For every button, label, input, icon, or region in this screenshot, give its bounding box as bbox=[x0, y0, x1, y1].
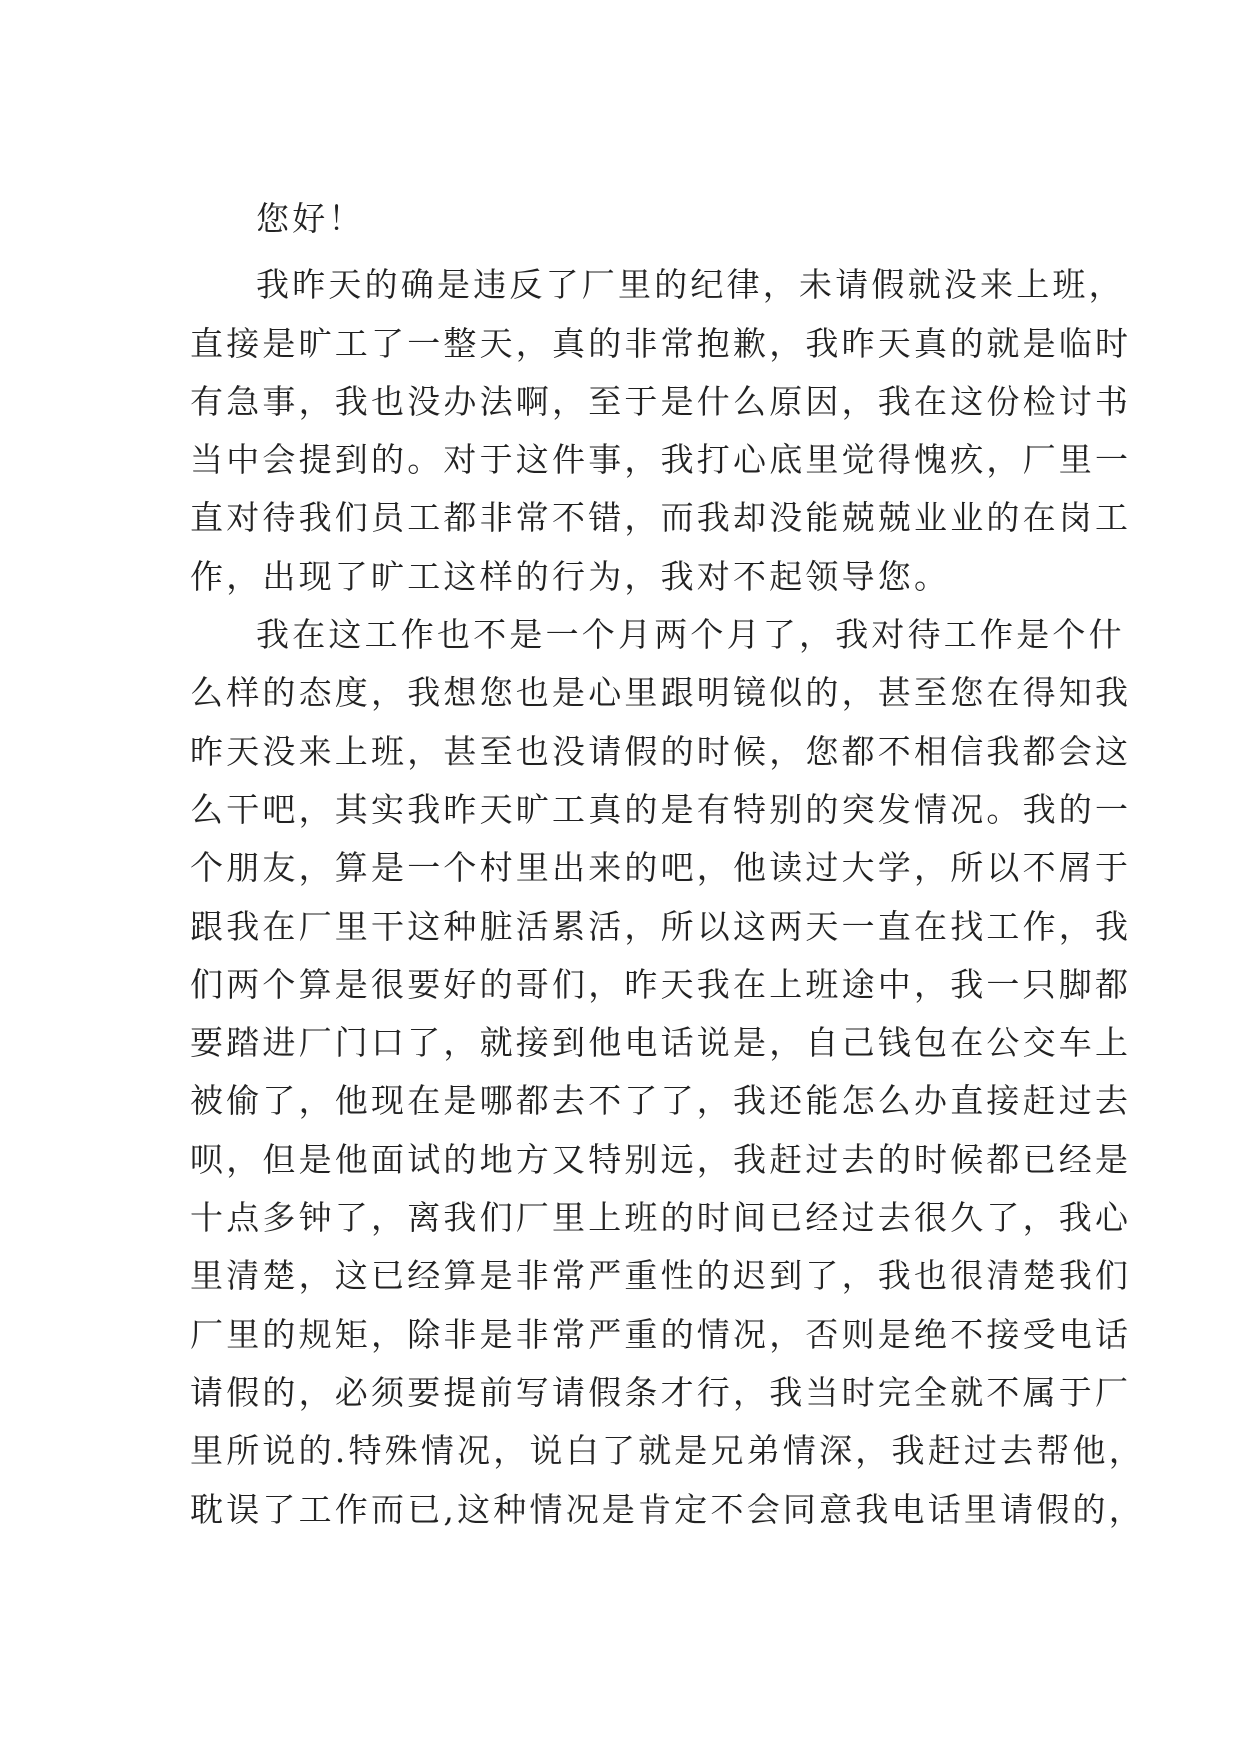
paragraph-2-line: 里清楚，这已经算是非常严重性的迟到了，我也很清楚我们 bbox=[190, 1256, 1132, 1296]
paragraph-2-line: 耽误了工作而已,这种情况是肯定不会同意我电话里请假的， bbox=[190, 1489, 1145, 1529]
paragraph-2-line: 们两个算是很要好的哥们，昨天我在上班途中，我一只脚都 bbox=[190, 964, 1132, 1004]
paragraph-2-line: 么干吧，其实我昨天旷工真的是有特别的突发情况。我的一 bbox=[190, 789, 1132, 829]
paragraph-2-line: 厂里的规矩，除非是非常严重的情况，否则是绝不接受电话 bbox=[190, 1314, 1132, 1354]
paragraph-1-line: 直对待我们员工都非常不错，而我却没能兢兢业业的在岗工 bbox=[190, 498, 1132, 538]
paragraph-2-line: 十点多钟了，离我们厂里上班的时间已经过去很久了，我心 bbox=[190, 1198, 1132, 1238]
paragraph-1-line: 我昨天的确是违反了厂里的纪律，未请假就没来上班， bbox=[256, 265, 1125, 305]
paragraph-2-line: 么样的态度，我想您也是心里跟明镜似的，甚至您在得知我 bbox=[190, 673, 1132, 713]
paragraph-2-line: 昨天没来上班，甚至也没请假的时候，您都不相信我都会这 bbox=[190, 731, 1132, 771]
paragraph-1-line: 作，出现了旷工这样的行为，我对不起领导您。 bbox=[190, 556, 951, 596]
paragraph-1-line: 有急事，我也没办法啊，至于是什么原因，我在这份检讨书 bbox=[190, 381, 1132, 421]
document-body bbox=[190, 190, 1145, 1539]
paragraph-1-line: 当中会提到的。对于这件事，我打心底里觉得愧疚，厂里一 bbox=[190, 440, 1132, 480]
paragraph-2-line: 请假的，必须要提前写请假条才行，我当时完全就不属于厂 bbox=[190, 1372, 1132, 1412]
paragraph-2-line: 被偷了，他现在是哪都去不了了，我还能怎么办直接赶过去 bbox=[190, 1081, 1132, 1121]
paragraph-2-line: 个朋友，算是一个村里出来的吧，他读过大学，所以不屑于 bbox=[190, 848, 1132, 888]
paragraph-2-line: 跟我在厂里干这种脏活累活，所以这两天一直在找工作，我 bbox=[190, 906, 1132, 946]
paragraph-2-line: 我在这工作也不是一个月两个月了，我对待工作是个什 bbox=[256, 615, 1125, 655]
paragraph-2-line: 呗，但是他面试的地方又特别远，我赶过去的时候都已经是 bbox=[190, 1139, 1132, 1179]
paragraph-2-line: 里所说的.特殊情况，说白了就是兄弟情深，我赶过去帮他， bbox=[190, 1431, 1145, 1471]
greeting: 您好！ bbox=[256, 199, 365, 238]
paragraph-2-line: 要踏进厂门口了，就接到他电话说是，自己钱包在公交车上 bbox=[190, 1023, 1132, 1063]
paragraph-1-line: 直接是旷工了一整天，真的非常抱歉，我昨天真的就是临时 bbox=[190, 323, 1132, 363]
